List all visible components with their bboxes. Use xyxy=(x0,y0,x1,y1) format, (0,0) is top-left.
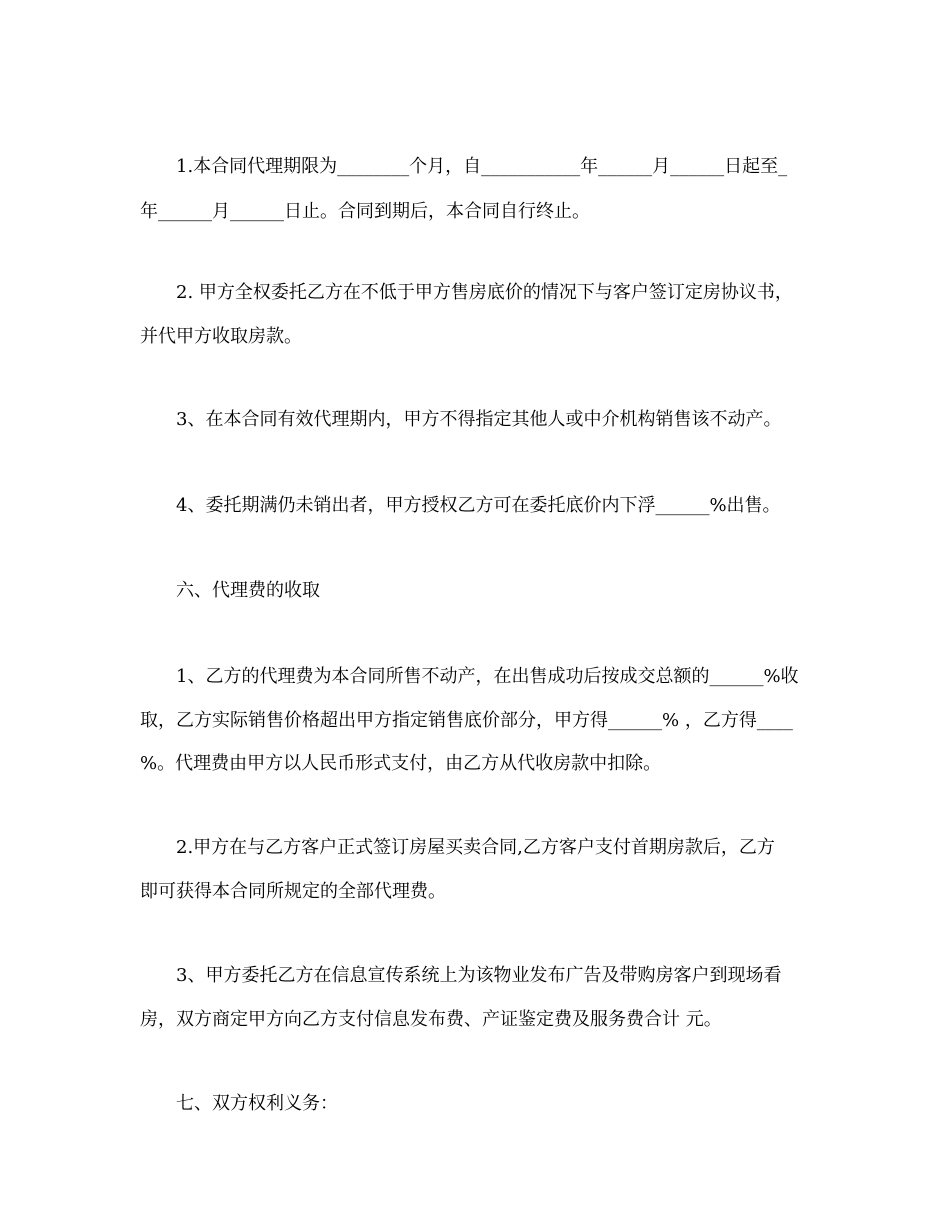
clause-4-price-float: 4、委托期满仍未销出者，甲方授权乙方可在委托底价内下浮______%出售。 xyxy=(140,495,781,516)
fee-clause-1-line-1: 1、乙方的代理费为本合同所售不动产，在出售成功后按成交总额的______%收 xyxy=(140,666,799,687)
fee-clause-3-line-2: 房，双方商定甲方向乙方支付信息发布费、产证鉴定费及服务费合计 元。 xyxy=(140,1009,722,1030)
clause-1-term-line-1: 1.本合同代理期限为________个月，自___________年______月______日起至_ xyxy=(140,156,788,177)
clause-2-authorization-line-2: 并代甲方收取房款。 xyxy=(140,326,302,347)
section-7-heading: 七、双方权利义务： xyxy=(140,1093,338,1114)
fee-clause-1-line-3: %。代理费由甲方以人民币形式支付，由乙方从代收房款中扣除。 xyxy=(140,753,662,774)
fee-clause-3-line-1: 3、甲方委托乙方在信息宣传系统上为该物业发布广告及带购房客户到现场看 xyxy=(140,965,782,986)
fee-clause-2-line-2: 即可获得本合同所规定的全部代理费。 xyxy=(140,881,446,902)
fee-clause-1-line-2: 取，乙方实际销售价格超出甲方指定销售底价部分，甲方得______% ，乙方得____ xyxy=(140,710,793,731)
clause-2-authorization-line-1: 2. 甲方全权委托乙方在不低于甲方售房底价的情况下与客户签订定房协议书， xyxy=(140,282,793,303)
fee-clause-2-line-1: 2.甲方在与乙方客户正式签订房屋买卖合同,乙方客户支付首期房款后，乙方 xyxy=(140,837,775,858)
clause-3-exclusivity: 3、在本合同有效代理期内，甲方不得指定其他人或中介机构销售该不动产。 xyxy=(140,409,782,430)
clause-1-term-line-2: 年______月______日止。合同到期后，本合同自行终止。 xyxy=(140,201,590,222)
section-6-heading: 六、代理费的收取 xyxy=(140,580,320,601)
